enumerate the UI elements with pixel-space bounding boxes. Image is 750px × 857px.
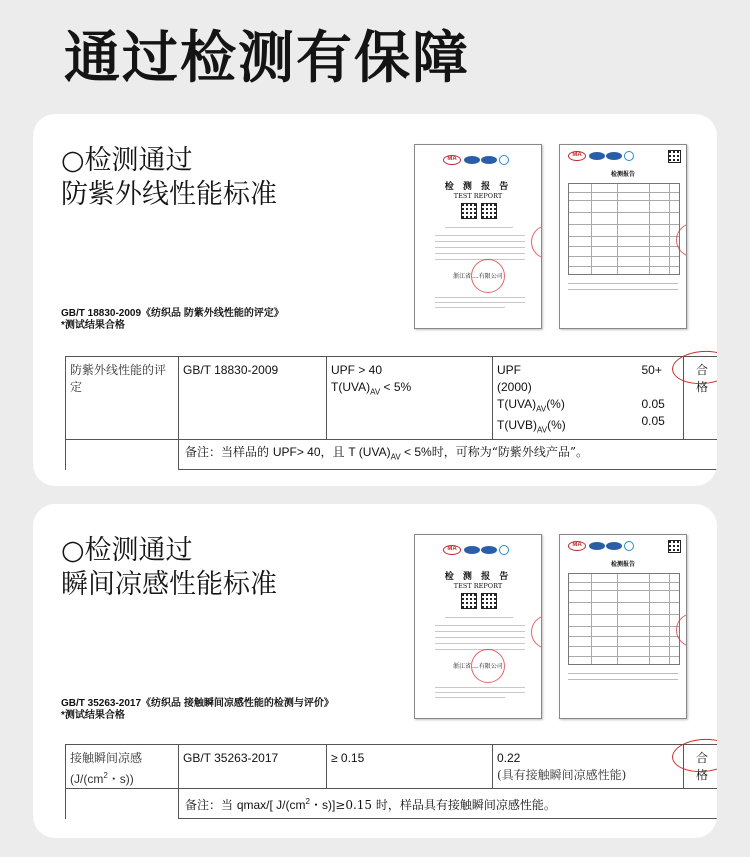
result-table bbox=[65, 744, 717, 819]
qr-code-icon bbox=[461, 593, 477, 609]
table-row bbox=[66, 357, 718, 440]
certification-logos bbox=[443, 155, 513, 165]
report-footer-line bbox=[435, 692, 525, 693]
report-footer-line bbox=[435, 687, 525, 688]
results-table-thumbnail bbox=[568, 573, 680, 665]
report-footer-line bbox=[435, 297, 525, 298]
table-row bbox=[66, 439, 718, 469]
result-label: (2000) bbox=[497, 380, 532, 394]
certification-logos bbox=[443, 545, 513, 555]
qr-code-icon bbox=[668, 540, 681, 553]
standard-cell: GB/T 18830-2009 bbox=[179, 357, 327, 440]
qr-code-icon bbox=[668, 150, 681, 163]
report-field-line bbox=[435, 241, 525, 242]
standard-caption bbox=[61, 308, 284, 332]
requirement-line: $T(UVA)_{AV} < 5\%$ bbox=[331, 380, 412, 397]
report-cover-image bbox=[414, 144, 542, 329]
ilac-logo-icon bbox=[606, 152, 622, 160]
report-footer-line bbox=[435, 697, 505, 698]
result-value: 50+ bbox=[641, 363, 662, 377]
qr-code-icon bbox=[481, 203, 497, 219]
table-note: 备注：当 qmax/[ $J/(cm^2$・s)]≥0.15 时，样品具有接触瞬间凉感性能。 bbox=[179, 789, 718, 819]
result-value: 0.05 bbox=[641, 397, 665, 411]
heading-line-2: 瞬间凉感性能标准 bbox=[61, 569, 277, 600]
official-seal-icon bbox=[531, 615, 542, 649]
result-value bbox=[642, 379, 680, 396]
report-field-line bbox=[445, 227, 513, 228]
page-title: 通过检测有保障 bbox=[64, 26, 470, 91]
report-field-line bbox=[435, 247, 525, 248]
cma-logo-icon: MA bbox=[568, 151, 586, 161]
report-field-line bbox=[435, 631, 525, 632]
requirement-line: UPF > 40 bbox=[331, 363, 383, 377]
standard-note: *测试结果合格 bbox=[61, 710, 125, 721]
official-seal-icon bbox=[471, 649, 505, 683]
report-field-line bbox=[435, 253, 525, 254]
verdict-label: 合格 bbox=[696, 751, 709, 782]
qr-code-icon bbox=[481, 593, 497, 609]
test-item-cell bbox=[66, 745, 179, 789]
cooling-card bbox=[33, 504, 717, 838]
table-row bbox=[66, 789, 718, 819]
table-note: 备注：当样品的 UPF> 40，且 T $(UVA)_{AV} < 5\%$时，可称为“防紫外线产品”。 bbox=[179, 439, 718, 469]
test-item-unit: ($J/(cm^2$・s)) bbox=[70, 771, 134, 786]
cma-logo-icon: MA bbox=[568, 541, 586, 551]
report-field-line bbox=[445, 617, 513, 618]
accreditation-logo-icon bbox=[624, 541, 634, 551]
report-results-image bbox=[559, 144, 687, 329]
test-item-cell: 防紫外线性能的评定 bbox=[66, 357, 179, 440]
result-table bbox=[65, 356, 717, 470]
standard-caption bbox=[61, 698, 334, 722]
accreditation-logo-icon bbox=[499, 155, 509, 165]
report-cover-image bbox=[414, 534, 542, 719]
report-company: 浙江省....有限公司 bbox=[453, 273, 503, 280]
result-cell bbox=[493, 357, 638, 440]
results-page-title: 检测报告 bbox=[610, 171, 635, 178]
report-subtitle: TEST REPORT bbox=[453, 582, 503, 590]
ilac-logo-icon bbox=[481, 546, 497, 554]
standard-note: *测试结果合格 bbox=[61, 320, 125, 331]
report-field-line bbox=[435, 625, 525, 626]
cma-logo-icon: MA bbox=[443, 545, 461, 555]
standard-title: GB/T 35263-2017《纺织品 接触瞬间凉感性能的检测与评价》 bbox=[61, 698, 334, 709]
ilac-logo-icon bbox=[481, 156, 497, 164]
cnas-logo-icon bbox=[464, 546, 480, 554]
standard-cell: GB/T 35263-2017 bbox=[179, 745, 327, 789]
report-company: 浙江省....有限公司 bbox=[453, 663, 503, 670]
heading-line-1: ○检测通过 bbox=[61, 535, 193, 566]
report-field-line bbox=[435, 637, 525, 638]
accreditation-logo-icon bbox=[499, 545, 509, 555]
result-label: $T(UVB)_{AV}(\%)$ bbox=[497, 418, 566, 435]
cma-logo-icon: MA bbox=[443, 155, 461, 165]
heading-line-2: 防紫外线性能标准 bbox=[61, 179, 277, 210]
report-footer-line bbox=[435, 302, 525, 303]
result-cell bbox=[493, 745, 684, 789]
cnas-logo-icon bbox=[464, 156, 480, 164]
report-title: 检 测 报 告 bbox=[444, 572, 512, 582]
standard-title: GB/T 18830-2009《纺织品 防紫外线性能的评定》 bbox=[61, 308, 284, 319]
official-seal-icon bbox=[531, 225, 542, 259]
uv-protection-card bbox=[33, 114, 717, 486]
report-field-line bbox=[435, 643, 525, 644]
certification-logos bbox=[568, 151, 638, 161]
section-heading bbox=[61, 144, 277, 212]
requirement-cell: ≥ 0.15 bbox=[327, 745, 493, 789]
test-item-label: 接触瞬间凉感 bbox=[70, 751, 143, 765]
result-label: UPF bbox=[497, 363, 521, 377]
official-seal-icon bbox=[471, 259, 505, 293]
result-description: (具有接触瞬间凉感性能) bbox=[497, 768, 627, 782]
table-row bbox=[66, 745, 718, 789]
ilac-logo-icon bbox=[606, 542, 622, 550]
verdict-cell bbox=[684, 357, 718, 440]
report-results-image bbox=[559, 534, 687, 719]
verdict-label: 合格 bbox=[696, 363, 709, 394]
cnas-logo-icon bbox=[589, 542, 605, 550]
report-field-line bbox=[435, 235, 525, 236]
results-table-thumbnail bbox=[568, 183, 680, 275]
certification-logos bbox=[568, 541, 638, 551]
heading-line-1: ○检测通过 bbox=[61, 145, 193, 176]
requirement-cell bbox=[327, 357, 493, 440]
report-subtitle: TEST REPORT bbox=[453, 192, 503, 200]
result-value: 0.05 bbox=[641, 414, 665, 428]
result-value: 0.22 bbox=[497, 751, 521, 765]
accreditation-logo-icon bbox=[624, 151, 634, 161]
report-footer-line bbox=[435, 307, 505, 308]
cnas-logo-icon bbox=[589, 152, 605, 160]
section-heading bbox=[61, 534, 277, 602]
result-label: $T(UVA)_{AV}(\%)$ bbox=[497, 397, 565, 414]
qr-code-icon bbox=[461, 203, 477, 219]
results-page-title: 检测报告 bbox=[610, 561, 635, 568]
verdict-cell bbox=[684, 745, 718, 789]
report-title: 检 测 报 告 bbox=[444, 182, 512, 192]
